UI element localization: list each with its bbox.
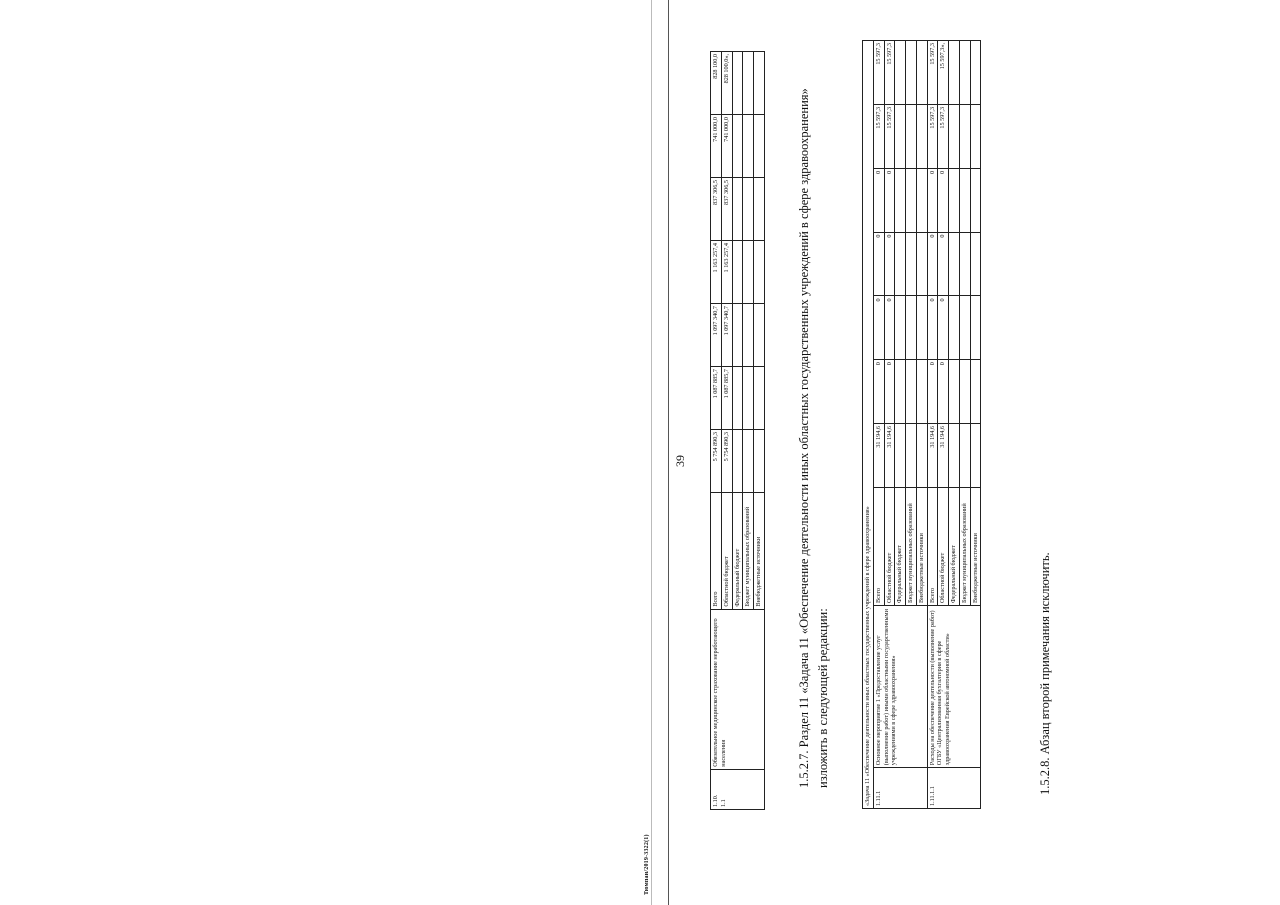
value-cell: 837 306,5 [711,178,722,241]
value-cell [895,232,906,296]
task-title-row [863,41,874,809]
value-cell [743,304,754,367]
value-cell: 0 [884,360,895,424]
value-cell [895,424,906,488]
row-number: 1.10. 1.1 [711,769,765,809]
value-cell [754,115,765,178]
value-cell: 1 163 257,4 [711,241,722,304]
table-row [711,52,722,810]
value-cell [906,168,917,232]
row-name: Обязательное медицинское страхование неработающего населения [711,609,765,769]
top-rule [668,0,669,905]
value-cell [754,430,765,493]
value-cell: 1 097 340,7 [721,304,732,367]
value-cell [916,296,927,360]
value-cell: 1 163 257,4 [721,241,732,304]
value-cell [895,41,906,105]
value-cell [906,232,917,296]
value-cell [959,41,970,105]
value-cell: 0 [938,296,949,360]
funding-source: Внебюджетные источники [754,492,765,609]
value-cell: 15 597,3», [938,41,949,105]
value-cell [970,360,981,424]
value-cell: 828 100,0», [721,52,732,115]
value-cell [959,232,970,296]
value-cell: 15 597,3 [927,104,938,168]
value-cell [732,367,743,430]
funding-source: Бюджет муниципальных образований [906,487,917,605]
funding-source: Внебюджетные источники [916,487,927,605]
value-cell [732,304,743,367]
row-name: Расходы на обеспечение деятельности (выполнение работ) ОГБУ «Централизованная бухгалтерия в сфере здравоохранения Еврейской автономной области» [927,606,981,768]
value-cell: 1 087 885,7 [711,367,722,430]
value-cell [732,178,743,241]
value-cell [732,115,743,178]
value-cell: 0 [927,168,938,232]
funding-source: Бюджет муниципальных образований [743,492,754,609]
value-cell [754,304,765,367]
value-cell [906,104,917,168]
funding-source: Всего [711,492,722,609]
value-cell [959,296,970,360]
row-number: 1.11.1.1 [927,768,981,809]
value-cell [743,367,754,430]
value-cell: 0 [884,232,895,296]
value-cell [754,52,765,115]
funding-source: Федеральный бюджет [949,487,960,605]
value-cell [949,360,960,424]
value-cell [916,232,927,296]
value-cell [916,41,927,105]
value-cell: 0 [938,168,949,232]
value-cell [949,41,960,105]
value-cell [949,232,960,296]
rotated-content [640,0,1280,905]
funding-source: Федеральный бюджет [732,492,743,609]
value-cell [949,104,960,168]
funding-source: Всего [927,487,938,605]
table-row [873,41,884,809]
value-cell: 0 [873,296,884,360]
value-cell: 0 [873,168,884,232]
value-cell: 15 597,3 [873,104,884,168]
value-cell [916,360,927,424]
value-cell [949,424,960,488]
value-cell [754,241,765,304]
value-cell [732,241,743,304]
value-cell: 0 [927,296,938,360]
value-cell: 0 [938,360,949,424]
value-cell: 31 194,6 [938,424,949,488]
value-cell [959,104,970,168]
program-table-top [710,51,765,810]
value-cell [895,168,906,232]
value-cell [732,52,743,115]
value-cell: 741 000,0 [711,115,722,178]
value-cell: 0 [873,360,884,424]
row-number: 1.11.1 [873,768,927,809]
value-cell [970,104,981,168]
value-cell [949,296,960,360]
value-cell [743,178,754,241]
value-cell [895,296,906,360]
value-cell [895,104,906,168]
value-cell [732,430,743,493]
value-cell [743,115,754,178]
value-cell [916,104,927,168]
value-cell [970,296,981,360]
value-cell: 15 597,3 [927,41,938,105]
section-heading: 1.5.2.7. Раздел 11 «Задача 11 «Обеспечение деятельности иных областных государственных учреждений в сфере здравоохранения» изложить в следующей редакции: [797,88,831,788]
value-cell [970,232,981,296]
value-cell: 0 [884,168,895,232]
value-cell [906,360,917,424]
value-cell: 5 754 890,3 [721,430,732,493]
value-cell [743,430,754,493]
funding-source: Внебюджетные источники [970,487,981,605]
funding-source: Областной бюджет [884,487,895,605]
value-cell: 0 [927,232,938,296]
value-cell: 15 597,3 [938,104,949,168]
value-cell [970,424,981,488]
value-cell [959,168,970,232]
document-code: Тюмпан/2019-3322(1) [644,834,650,895]
value-cell: 15 597,3 [884,104,895,168]
value-cell: 1 097 340,7 [711,304,722,367]
value-cell: 31 194,6 [873,424,884,488]
value-cell [754,178,765,241]
value-cell [743,52,754,115]
value-cell [916,424,927,488]
value-cell: 15 597,3 [873,41,884,105]
value-cell: 0 [873,232,884,296]
value-cell [906,41,917,105]
value-cell: 741 000,0 [721,115,732,178]
task-title: «Задача 11 «Обеспечение деятельности иных областных государственных учреждений в сфере здравоохранения» [863,41,874,809]
value-cell: 837 306,5 [721,178,732,241]
page-number: 39 [673,455,687,467]
value-cell [959,360,970,424]
value-cell: 828 100,0 [711,52,722,115]
value-cell [895,360,906,424]
funding-source: Областной бюджет [721,492,732,609]
program-table-bottom [862,40,981,809]
value-cell: 0 [938,232,949,296]
table-row [927,41,938,809]
funding-source: Бюджет муниципальных образований [959,487,970,605]
value-cell [916,168,927,232]
value-cell [970,168,981,232]
value-cell [906,424,917,488]
funding-source: Всего [873,487,884,605]
footer-paragraph: 1.5.2.8. Абзац второй примечания исключить. [1038,552,1052,795]
value-cell: 1 087 885,7 [721,367,732,430]
row-name: Основное мероприятие 1 «Предоставление услуг (выполнение работ) иными областными государственными учреждениями в сфере здравоохранения» [873,606,927,768]
value-cell [906,296,917,360]
value-cell [743,241,754,304]
value-cell: 0 [927,360,938,424]
funding-source: Областной бюджет [938,487,949,605]
value-cell: 5 754 890,3 [711,430,722,493]
value-cell: 31 194,6 [927,424,938,488]
value-cell [949,168,960,232]
value-cell [754,367,765,430]
top-faint-rule [651,0,652,905]
value-cell [959,424,970,488]
value-cell: 15 597,3 [884,41,895,105]
value-cell: 0 [884,296,895,360]
value-cell [970,41,981,105]
funding-source: Федеральный бюджет [895,487,906,605]
value-cell: 31 194,6 [884,424,895,488]
